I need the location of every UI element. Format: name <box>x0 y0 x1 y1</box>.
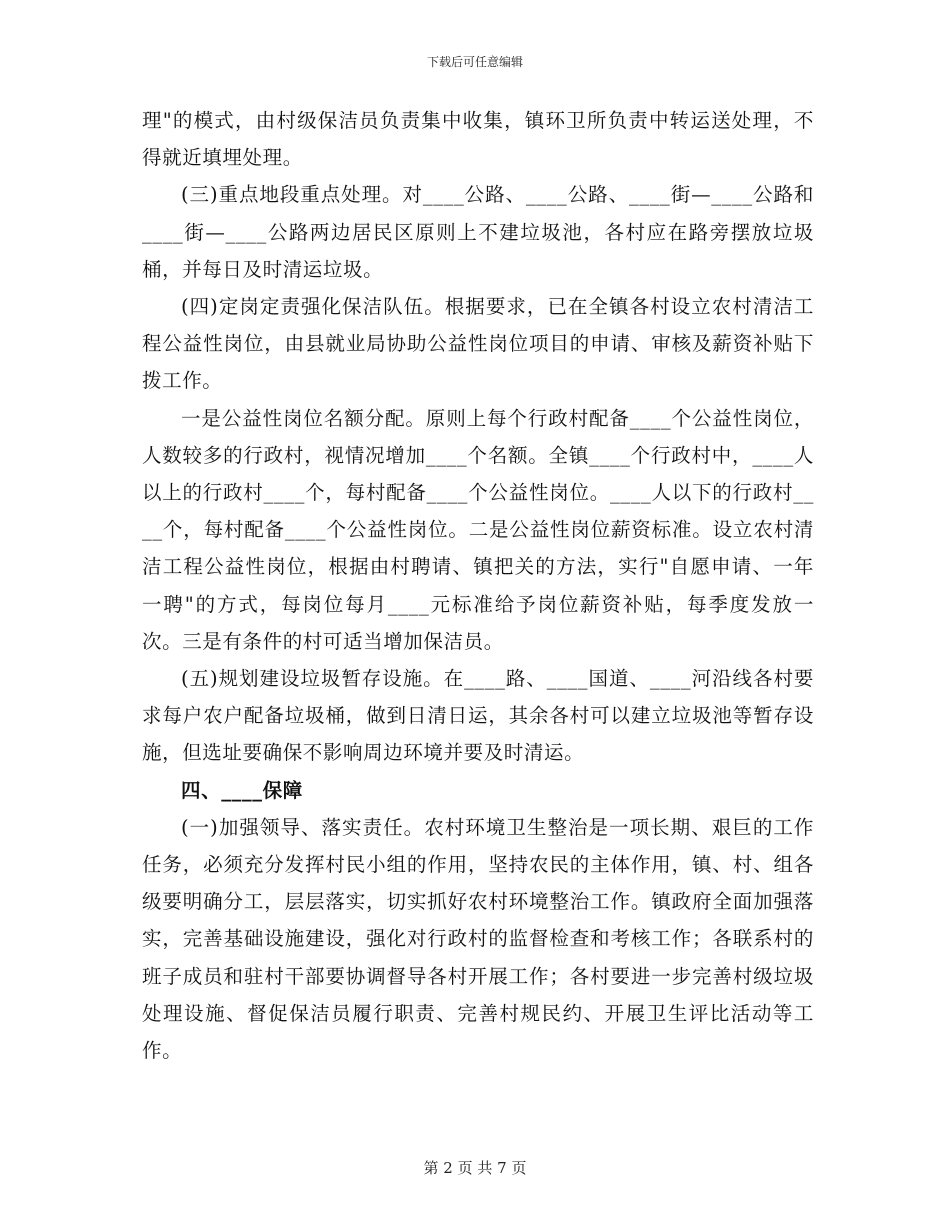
document-body <box>142 102 814 1069</box>
page-footer: 第 2 页 共 7 页 <box>423 1159 527 1177</box>
page-header: 下载后可任意编辑 <box>426 55 523 69</box>
paragraph-post-allocation: 一是公益性岗位名额分配。原则上每个行政村配备____个公益性岗位，人数较多的行政村，视情况增加____个名额。全镇____个行政村中，____人以上的行政村____个，每村配备____个公益性岗位。____人以下的行政村____个，每村配备____个公益性岗位。二是公益性岗位薪资标准。设立农村清洁工程公益性岗位，根据由村聘请、镇把关的方法，实行"自愿申请、一年一聘"的方式，每岗位每月____元标准给予岗位薪资补贴，每季度发放一次。三是有条件的村可适当增加保洁员。 <box>142 406 814 653</box>
section-heading-safeguards: 四、____保障 <box>181 778 303 802</box>
paragraph-leadership: (一)加强领导、落实责任。农村环境卫生整治是一项长期、艰巨的工作任务，必须充分发挥村民小组的作用，坚持农民的主体作用，镇、村、组各级要明确分工，层层落实，切实抓好农村环境整治工作。镇政府全面加强落实，完善基础设施建设，强化对行政村的监督检查和考核工作；各联系村的班子成员和驻村干部要协调督导各村开展工作；各村要进一步完善村级垃圾处理设施、督促保洁员履行职责、完善村规民约、开展卫生评比活动等工作。 <box>142 815 814 1063</box>
paragraph-section-3: (三)重点地段重点处理。对____公路、____公路、____街—____公路和____街—____公路两边居民区原则上不建垃圾池，各村应在路旁摆放垃圾桶，并每日及时清运垃圾。 <box>142 183 814 281</box>
paragraph-section-5: (五)规划建设垃圾暂存设施。在____路、____国道、____河沿线各村要求每户农户配备垃圾桶，做到日清日运，其余各村可以建立垃圾池等暂存设施，但选址要确保不影响周边环境并要及时清运。 <box>142 667 814 765</box>
paragraph-continuation: 理"的模式，由村级保洁员负责集中收集，镇环卫所负责中转运送处理，不得就近填埋处理。 <box>142 109 814 170</box>
paragraph-section-4: (四)定岗定责强化保洁队伍。根据要求，已在全镇各村设立农村清洁工程公益性岗位，由县就业局协助公益性岗位项目的申请、审核及薪资补贴下拨工作。 <box>142 295 814 393</box>
